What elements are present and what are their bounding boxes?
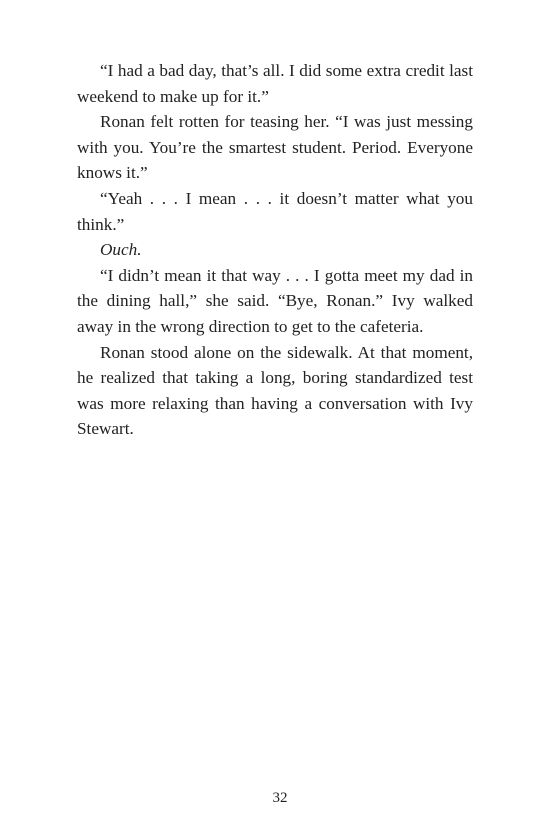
paragraph-ronan-teasing: Ronan felt rotten for teasing her. “I was just messing with you. You’re the smartest student. Period. Everyone knows it.” bbox=[77, 112, 473, 183]
paragraph-ouch: Ouch. bbox=[100, 240, 142, 260]
page-number: 32 bbox=[272, 790, 288, 806]
paragraph-yeah-i-mean: “Yeah . . . I mean . . . it doesn’t matter what you think.” bbox=[77, 188, 473, 234]
paragraph-dining-hall: “I didn’t mean it that way . . . I gotta meet my dad in the dining hall,” she said. “Bye, Ronan.” Ivy walked away in the wrong direction to get to the cafeteria. bbox=[77, 265, 473, 336]
paragraph-ronan-alone: Ronan stood alone on the sidewalk. At that moment, he realized that taking a long, boring standardized test was more relaxing than having a conversation with Ivy Stewart. bbox=[77, 342, 473, 439]
paragraph-extra-credit: “I had a bad day, that’s all. I did some extra credit last weekend to make up for it.” bbox=[77, 61, 473, 106]
body-text bbox=[77, 58, 473, 442]
